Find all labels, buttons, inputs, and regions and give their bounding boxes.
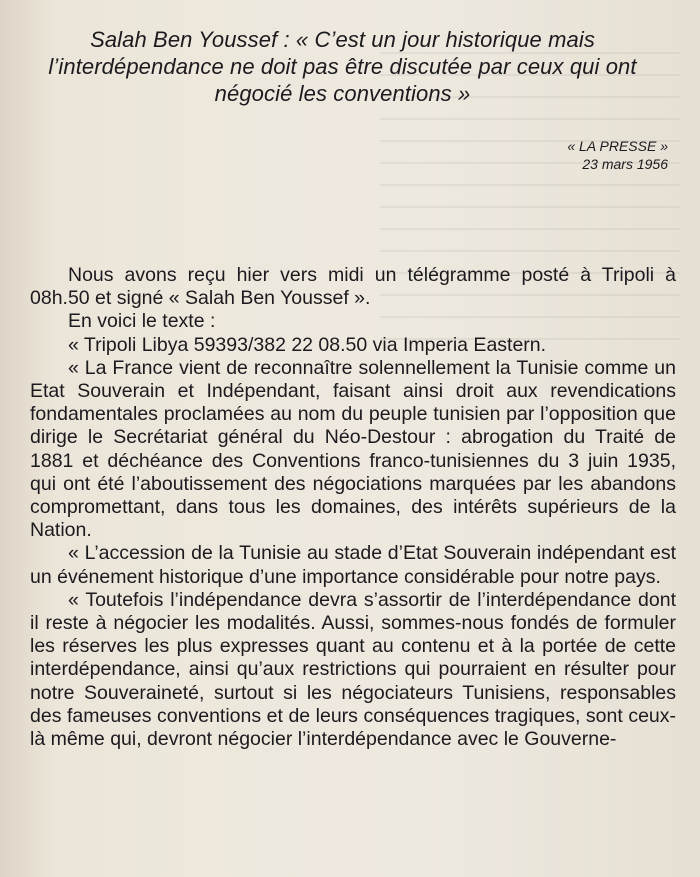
headline-quote: Salah Ben Youssef : « C’est un jour historique mais l’interdépendance ne doit pas être discutée par ceux qui ont négocié les conventions » [48, 27, 637, 106]
source-date: 23 mars 1956 [582, 156, 668, 172]
body-paragraph: « Tripoli Libya 59393/382 22 08.50 via Imperia Eastern. [68, 333, 547, 356]
body-paragraph: « L’accession de la Tunisie au stade d’Etat Souverain indépendant est un événement historique d’une importance considérable pour notre pays. [30, 542, 676, 588]
article-body [30, 264, 676, 751]
body-paragraph: « Toutefois l’indépendance devra s’assortir de l’interdépendance dont il reste à négocier les modalités. Aussi, sommes-nous fondés de formuler les réserves les plus expresses quant au contenu et à la portée de cette interdépendance, ainsi qu’aux restrictions qui pourraient en résulter pour notre Souveraineté, surtout si les négociateurs Tunisiens, responsables des fameuses conventions et de leurs conséquences tragiques, sont ceux-là même qui, devront négocier l’interdépendance avec le Gouverne- [30, 588, 676, 751]
source-newspaper: « LA PRESSE » [567, 138, 668, 154]
body-paragraph: En voici le texte : [68, 310, 216, 333]
source-citation [567, 137, 668, 173]
body-paragraph: Nous avons reçu hier vers midi un télégramme posté à Tripoli à 08h.50 et signé « Salah Ben Youssef ». [30, 264, 676, 310]
body-paragraph: « La France vient de reconnaître solennellement la Tunisie comme un Etat Souverain et Indépendant, faisant ainsi droit aux revendications fondamentales proclamées au nom du peuple tunisien par l’opposition que dirige le Secrétariat général du Néo-Destour : abrogation du Traité de 1881 et déchéance des Conventions franco-tunisiennes du 3 juin 1935, qui ont été l’aboutissement des négociations marquées par les abandons compromettant, dans tous les domaines, des intérêts supérieurs de la Nation. [30, 356, 676, 542]
